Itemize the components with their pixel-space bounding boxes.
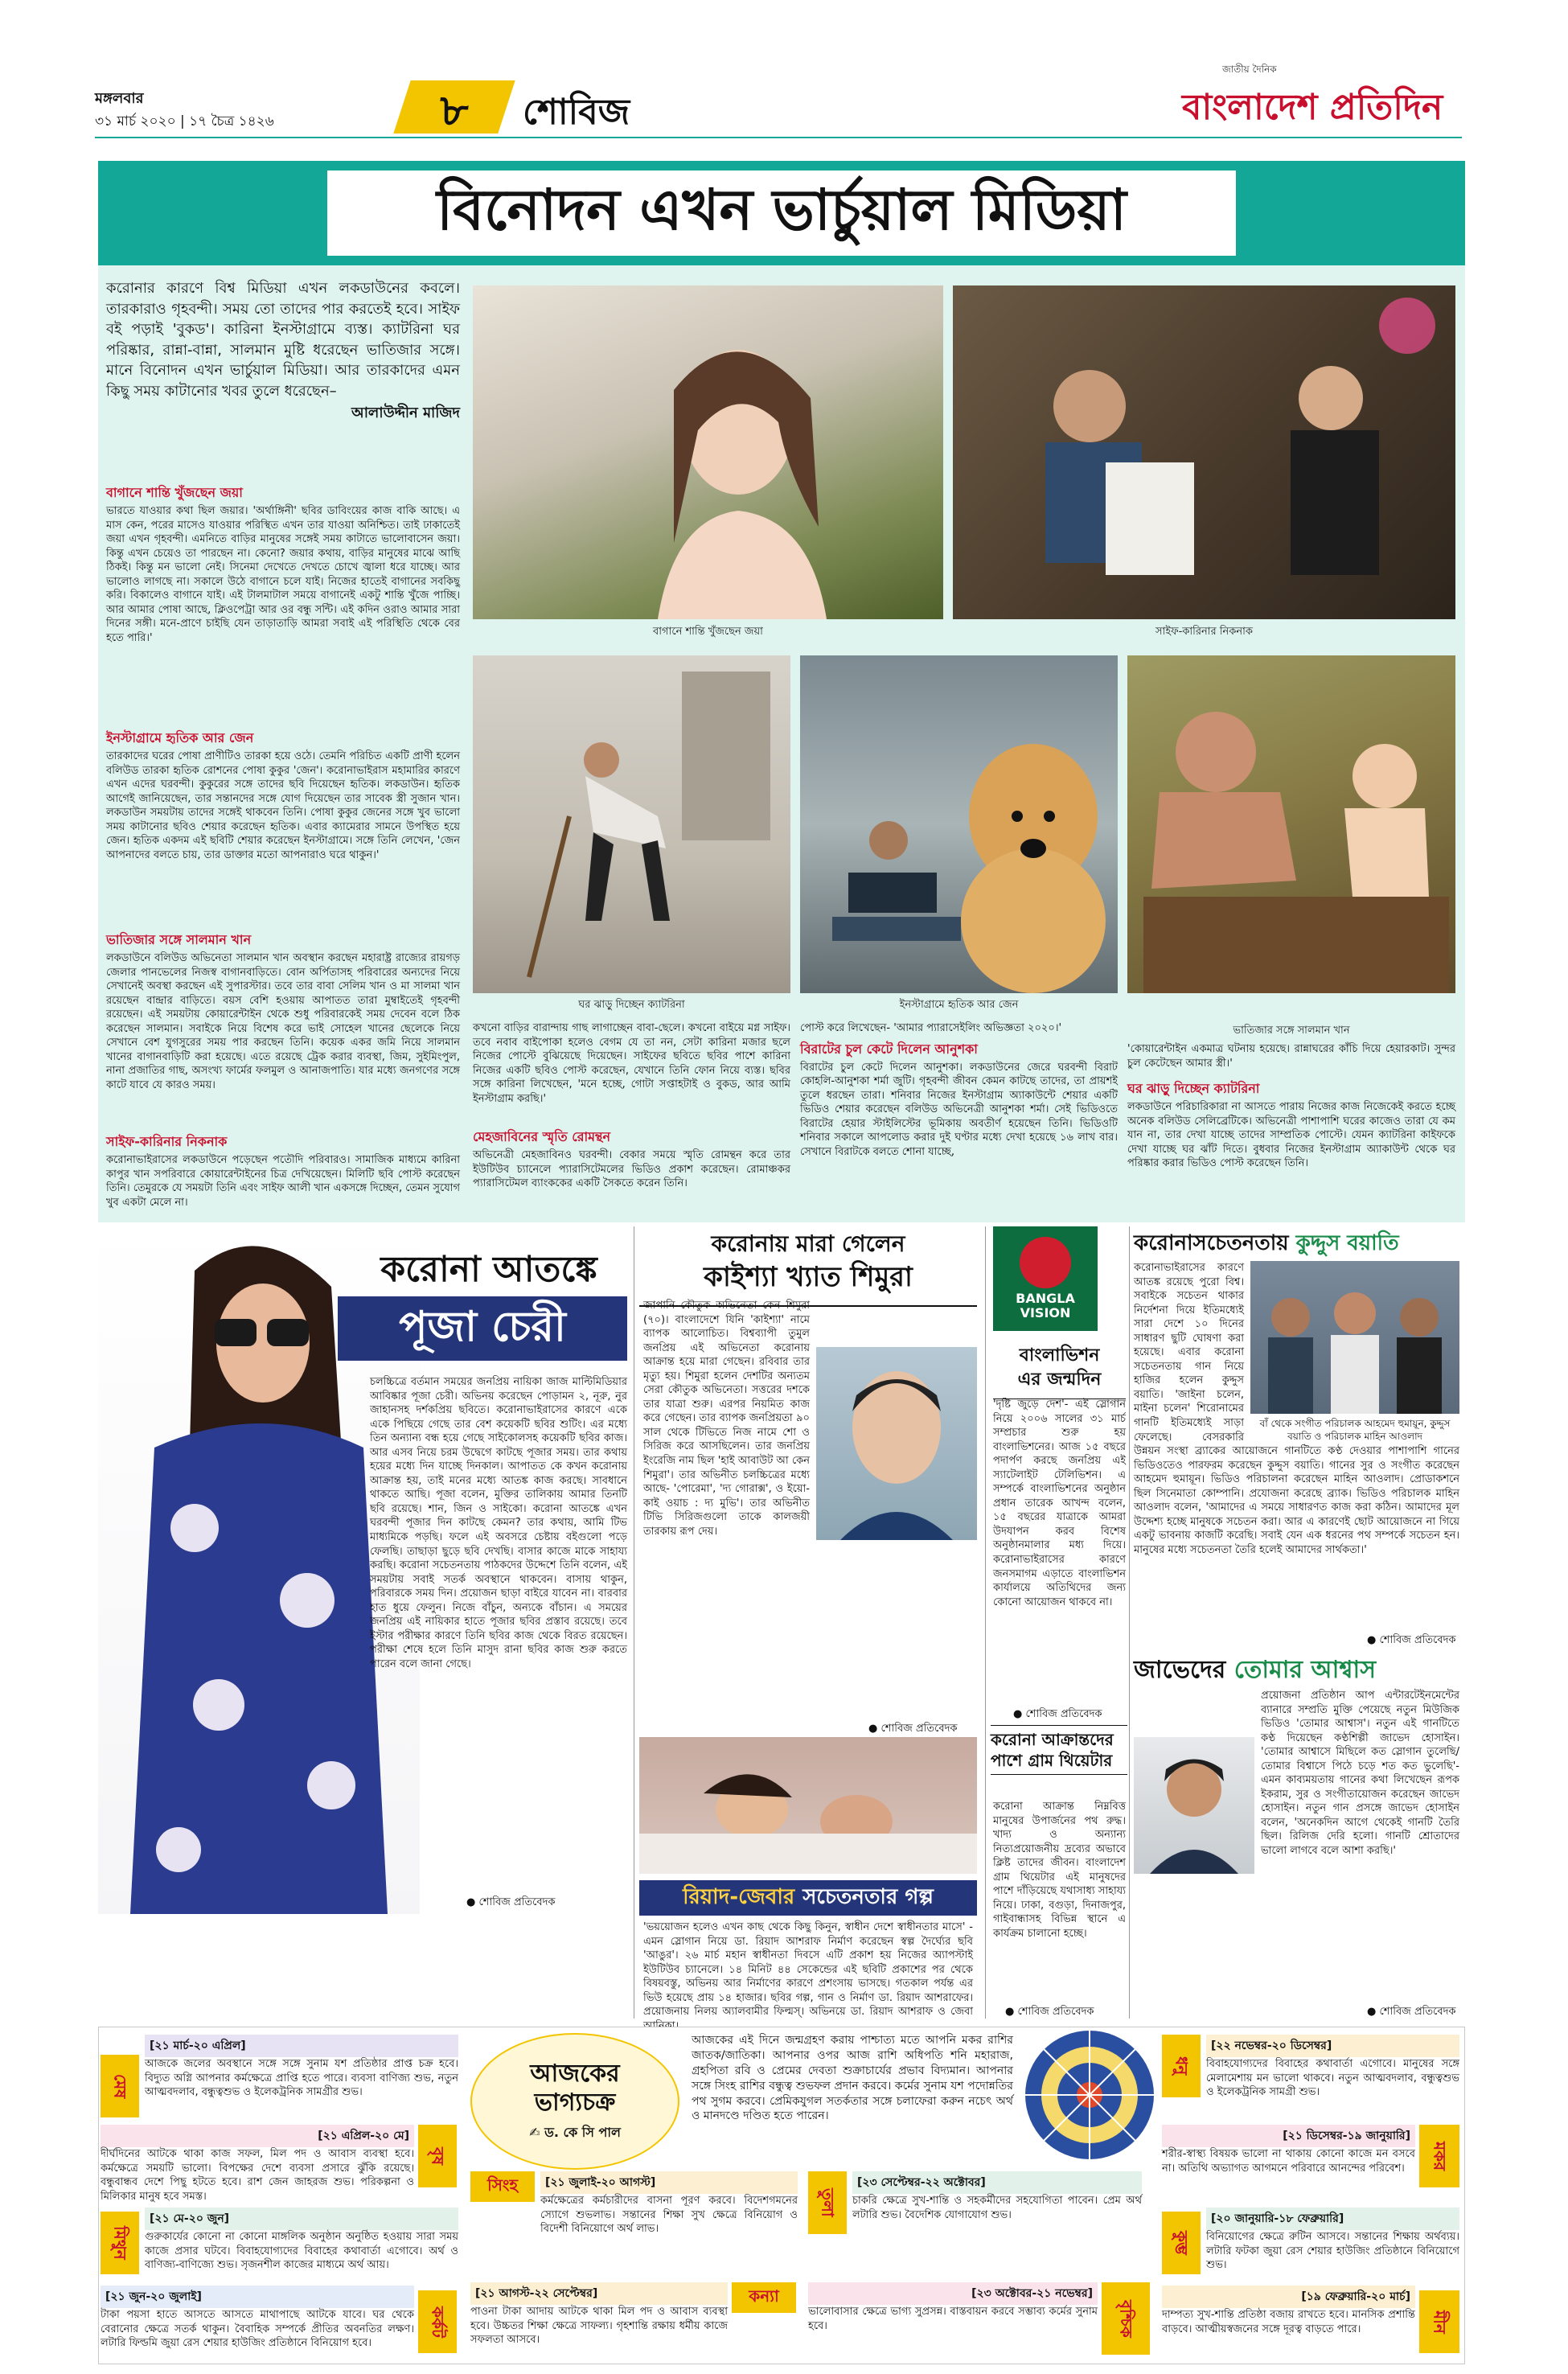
- javed-title-row: [1134, 1650, 1463, 1691]
- sign-label-tula: [808, 2171, 847, 2234]
- riyad-title-1: রিয়াদ-জেবার: [683, 1885, 795, 1909]
- sign-name: মীন: [1430, 2310, 1450, 2334]
- story-column-4: [1127, 1042, 1455, 1219]
- story-text: কখনো বাড়ির বারান্দায় গাছ লাগাচ্ছেন বাবা-ছেলে। কখনো বাইয়ে মগ্ন সাইফ। তবে নবাব বাইপোকা হলেও বেগম যে তা নন, সেটা কারিনা মজার ছলে নিজের পোস্টে বুঝিয়েছে দিয়েছেন। সাইফের ছবিতে ছবির পাশে কারিনা নিজের একটি ছবিও পোস্ট করেছেন, যেখানে তিনি ফোন নিয়ে ব্যস্ত। ছবির সঙ্গে কারিনা লিখেছেন, 'মনে হচ্ছে, গোটা সপ্তাহটাই ও বুকড, আর আমি ইনস্টাগ্রাম করছি।': [473, 1022, 790, 1105]
- sign-name: মকর: [1430, 2141, 1450, 2171]
- shimura-portrait-icon: [816, 1347, 977, 1540]
- puja-credit: ● শোবিজ প্রতিবেদক: [466, 1896, 556, 1908]
- theatre-text: করোনা আক্রান্ত নিম্নবিত্ত মানুষের উপার্জনের পথ রুদ্ধ। খাদ্য ও অন্যান্য নিত্যপ্রয়োজনীয় দ্রব্যের অভাবে ক্লিষ্ট তাদের জীবন। বাংলাদেশ গ্রাম থিয়েটার এই মানুষদের পাশে দাঁড়িয়েছে যথাসাধ্য সাহায্য নিয়ে। ঢাকা, বগুড়া, দিনাজপুর, গাইবান্ধাসহ বিভিন্ন স্থানে এ কার্যক্রম চালানো হচ্ছে।: [993, 1801, 1126, 1940]
- sign-block-kumbha: [1206, 2208, 1459, 2280]
- shimura-text: জাপানি কৌতুক অভিনেতা কেন শিমুরা (৭০)। বাংলাদেশে যিনি 'কাইশ্যা' নামে ব্যাপক আলোচিত। বিশ্বব্যাপী তুমুল জনপ্রিয় এই অভিনেতা করোনায় আক্রান্ত হয়ে মারা গেছেন। রবিবার তার মৃত্যু হয়। শিমুরা হলেন দেশটির অন্যতম সেরা কৌতুক অভিনেতা। সত্তরের দশকে তার যাত্রা শুরু। এরপর নিয়মিত কাজ করে গেছেন। তার ব্যাপক জনপ্রিয়তা ৯০ সাল থেকে টিভিতে নিজ নামে শো ও সিরিজ করে আসছিলেন। তার জনপ্রিয় ইংরেজি নাম ছিল 'হাই আবাউট আ কেন শিমুরা'। তার অভিনীত চলচ্চিত্রের মধ্যে আছে- 'পোরেমা', 'দ্য গোরাক্স', ও ইয়ো-কাই ওয়াচ : দ্য মুভি'। তার অভিনীত টিভি সিরিজগুলো তাকে কালজয়ী তারকায় রূপ দেয়।: [643, 1300, 810, 1538]
- sign-label-makar: [1419, 2125, 1459, 2187]
- javed-text-body: প্রয়োজনা প্রতিষ্ঠান আপ এন্টারটেইনমেন্টের ব্যানারে সম্প্রতি মুক্তি পেয়েছে নতুন মিউজিক ভিডিও 'তোমার আশ্বাস'। নতুন এই গানটিতে কণ্ঠ দিয়েছেন কণ্ঠশিল্পী জাভেদ হোসাইন। 'তোমার আশ্বাসে মিছিলে কত স্লোগান তুলেছি/তোমার বিশ্বাসে পিঠে চড়ে শত কত ভুলেছি'- এমন কাব্যময়তায় গানের কথা লিখেছেন রূপক ইকরাম, সুর ও সংগীতায়োজন করেছেন জাভেদ হোসাইন। নতুন গান প্রসঙ্গে জাভেদ হোসাইন বলেন, 'অনেকদিন আগে থেকেই গানটি তৈরি ছিল। রিলিজ দেরি হলো। গানটি শ্রোতাদের ভালো লাগবে বলে আশা করছি।': [1261, 1690, 1459, 1858]
- sign-text: ভালোবাসার ক্ষেত্রে ভাগ্য সুপ্রসন্ন। বাস্তবায়ন করবে সম্ভাব্য কর্মের সুনাম হবে।: [808, 2306, 1098, 2332]
- banglavision-title-1: বাংলাভিশন: [1019, 1345, 1100, 1366]
- photo-salman: [1127, 655, 1455, 993]
- kuddus-caption: বাঁ থেকে সংগীত পরিচালক আহমেদ হুমায়ূন, কুদ্দুস বয়াতি ও পরিচালক মাহিন আওলাদ: [1259, 1418, 1451, 1443]
- sign-text: টাকা পয়সা হাতে আসতে আসতে মাথাপাছে আটকে যাবে। ঘর থেকে বেরানোর ক্ষেত্রে সতর্ক থাকুন। বৈবাহিক সম্পর্কে প্রীতির অবনতির লক্ষণ। লটারি ফিল্ডমি জুয়া রেস শেয়ার হাউজিং প্রতিষ্ঠানে বিনিয়োগ হবে।: [101, 2309, 414, 2350]
- kuddus-text: [1134, 1261, 1459, 1631]
- theatre-credit: ● শোবিজ প্রতিবেদক: [1005, 2006, 1094, 2018]
- javed-text: [1134, 1689, 1459, 2002]
- horoscope-title-badge: [470, 2033, 679, 2170]
- sign-date: [২১ এপ্রিল-২০ মে]: [101, 2125, 414, 2147]
- sign-block-meen: [1162, 2286, 1415, 2362]
- kuddus-title-2: কুদ্দুস বয়াতি: [1295, 1231, 1399, 1255]
- sign-text: দাম্পত্য সুখ-শান্তি প্রতিষ্ঠা বজায় রাখতে হবে। মানসিক প্রশান্তি বাড়বে। আত্মীয়স্বজনের সঙ্গে দূরত্ব বাড়তে পারে।: [1162, 2309, 1415, 2335]
- story-heading: বাগানে শান্তি খুঁজছেন জয়া: [106, 485, 243, 500]
- story-heading: ইনস্টাগ্রামে হৃতিক আর জেন: [106, 730, 254, 745]
- javed-credit: ● শোবিজ প্রতিবেদক: [1367, 2006, 1456, 2018]
- sign-name: কর্কট: [428, 2306, 448, 2338]
- banglavision-emblem-icon: [1020, 1237, 1071, 1288]
- sign-date: [২৩ অক্টোবর-২১ নভেম্বর]: [808, 2282, 1098, 2305]
- sign-date: [২১ ডিসেম্বর-১৯ জানুয়ারি]: [1162, 2125, 1415, 2147]
- shimura-credit-text: শোবিজ প্রতিবেদক: [880, 1723, 958, 1735]
- story-heading: মেহজাবিনের স্মৃতি রোমন্থন: [473, 1129, 611, 1144]
- banner-title: বিনোদন এখন ভার্চুয়াল মিডিয়া: [437, 176, 1127, 243]
- sign-label-brish: [418, 2125, 457, 2187]
- sign-date: [২১ জুলাই-২০ আগস্ট]: [540, 2171, 798, 2194]
- story-text: পোস্ট করে লিখেছেন- 'আমার প্যারাসেইলিং অভিজ্ঞতা ২০২০।': [800, 1022, 1062, 1034]
- photo-jaya: [473, 285, 943, 619]
- zodiac-wheel-icon: [1021, 2027, 1158, 2163]
- sign-date: [২১ মে-২০ জুন]: [145, 2208, 458, 2230]
- kuddus-credit-text: শোবিজ প্রতিবেদক: [1379, 1634, 1456, 1646]
- banglavision-logo-text: BANGLA VISION: [1016, 1291, 1075, 1320]
- sign-label-kanya: [732, 2282, 796, 2313]
- sign-name: মেষ: [110, 2073, 130, 2099]
- horoscope-title: আজকের ভাগ্যচক্র: [530, 2059, 620, 2117]
- sign-text: কর্মক্ষেত্রের কর্মচারীদের বাসনা পূরণ করবে। বিদেশগমনের স্যোগে শুভলাভ। সন্তানের শিক্ষা সুখ ক্ষেত্রে বিনিয়োগ ও বিদেশী বিনিয়োগে অর্থ লাভ।: [540, 2195, 798, 2236]
- story-text: 'কোয়ারেন্টাইন একমাত্র ঘটনায় হয়েছে। রান্নাঘরের কাঁচি দিয়ে হেয়ারকাট। সুন্দর চুল কেটেছেন আমার স্ত্রী।': [1127, 1043, 1455, 1070]
- salman-armwrestle-icon: [1127, 655, 1455, 993]
- story-text: বিরাটের চুল কেটে দিলেন আনুশকা। লকডাউনের জেরে ঘরবন্দী বিরাট কোহলি-আনুশকা শর্মা জুটি। গৃহবন্দী জীবন কেমন কাটছে তাদের, তা প্রায়শই তুলে ধরছেন তারা। শনিবার নিজের ইনস্টাগ্রাম অ্যাকাউন্টে শেয়ার একটি ভিডিও শেয়ার করেছেন বলিউড অভিনেত্রী আনুশকা শর্মা। সেই ভিডিওতে বিরাটের হেয়ার স্টাইলিস্টের ভূমিকায় অবতীর্ণ হয়েছেন তিনি। ভিডিওটি শনিবার সকালে আপলোড করার দুই ঘণ্টার মধ্যে দেখা হয়েছে ১৬ লাখ বার। সেখানে বিরাটকে বলতে শোনা যাচ্ছে,: [800, 1061, 1118, 1158]
- caption-saif-karina: সাইফ-কারিনার নিকনাক: [1155, 626, 1254, 638]
- story-heading: ভাতিজার সঙ্গে সালমান খান: [106, 932, 252, 947]
- sign-block-dhanu: [1206, 2035, 1459, 2123]
- shimura-title-1: করোনায় মারা গেলেন: [711, 1230, 905, 1257]
- sign-block-makar: [1162, 2125, 1415, 2201]
- horoscope-author: ✍ ড. কে সি পাল: [529, 2124, 621, 2140]
- sign-text: আজকে জলের অবস্থানে সঙ্গে সঙ্গে সুনাম যশ প্রতিষ্ঠার প্রাপ্ত চক্র হবে। বিদ্যুত অগ্নি আপনার কর্মক্ষেত্রে প্রাপ্তি হতে পারে। ব্যবসা বাণিজ্য শুভ, নতুন আত্মবদলাব, বন্ধুত্বশুভ ও ইলেকট্রনিক সামগ্রীর শুভ।: [145, 2058, 458, 2099]
- story-text: ভারতে যাওয়ার কথা ছিল জয়ার। 'অর্থাঙ্গিনী' ছবির ডাবিংয়ের কাজ বাকি আছে। এ মাস কেন, পরের মাসেও যাওয়ার পরিস্থিত এখন তার যাওয়া অনিশ্চিত। তাই ঢাকাতেই জয়া এখন গৃহবন্দী। এমনিতে বাড়ির মানুষের সঙ্গেই সময় কাটাতে ভালোবাসেন জয়া। কিন্তু এখন চেয়েও তা পারছেন না। কেনো? জয়ার কথায়, বাড়ির মানুষের মাঝে আছি ঠিকই। কিন্তু মন ভালো নেই। সিনেমা দেখেতে দেখতে চোখে জ্বালা ধরে যাচ্ছে। আর ভালোও লাগছে না। সকালে উঠে বাগানে চলে যাই। নিজের হাতেই বাগানের সবকিছু করি। বিকালেও বাগানে যাই। এই টালমাটাল সময়ে বাগানেই একটু শান্তি খুঁজে পাচ্ছি। আর আমার পোষা আছে, ক্লিওপেট্রা আর ওর বন্ধু সন্টি। এই কদিন ওরাও আমার সারা দিনের সঙ্গী। মনে-প্রাণে চাইছি যেন তাড়াতাড়ি আমরা সবাই এই পরিস্থিতি থেকে বের হতে পারি।': [106, 505, 460, 644]
- page-header: [0, 0, 1568, 153]
- sign-name: তুলা: [818, 2188, 838, 2217]
- sign-text: চাকরি ক্ষেত্রে সুখ-শান্তি ও সহকর্মীদের সহযোগিতা পাবেন। প্রেম অর্থ লটারি শুভ। বৈদেশিক যোগাযোগ শুভ।: [852, 2195, 1142, 2221]
- sign-text: দীর্ঘদিনের আটকে থাকা কাজ সফল, মিল পদ ও আবাস ব্যবস্থা হবে। কর্মক্ষেত্রে সময়টি ভালো। বিপক্ষের দেশে ব্যবসা প্রসারে ঝুঁকি রয়েছে। বন্ধুবান্ধব দেশে পিছু হটতে হবে। রাশ জেন জাহরজ শুভ। পরিকল্পনা ও মিলিকার মানুষ হবে সমস্ত।: [101, 2148, 414, 2203]
- sign-block-brishchik: [808, 2282, 1098, 2363]
- story-column-3: [800, 1021, 1118, 1218]
- caption-salman: ভাতিজার সঙ্গে সালমান খান: [1233, 1025, 1350, 1037]
- section-title: শোবিজ: [523, 92, 630, 133]
- story-column-2: [473, 1021, 790, 1218]
- sign-block-brish: [101, 2125, 414, 2201]
- story-heading: সাইফ-কারিনার নিকনাক: [106, 1134, 228, 1149]
- kuddus-title-1: করোনাসচেতনতায়: [1134, 1231, 1289, 1255]
- sign-date: [২২ নভেম্বর-২০ ডিসেম্বর]: [1206, 2035, 1459, 2057]
- horoscope-center-text: আজকের এই দিনে জন্মগ্রহণ করায় পাশ্চাত্য মতে আপনি মকর রাশির জাতক/জাতিকা। আপনার ওপর আজ রাশি অধিপতি শনি মহারাজ, গ্রহপিতা রবি ও প্রেমের দেবতা শুক্রাচার্যের প্রভাব বিদ্যমান। আপনার সঙ্গে সিংহ রাশির বন্ধুত্ব শুভফল প্রদান করবে। কর্মের সুনাম যশ পদোন্নতির পথ সুগম করবে। প্রেমিকযুগল সতর্কতার সঙ্গে চলাফেরা করুন নচেৎ অর্থ ও মানদণ্ডে দণ্ডিত হতে পারেন।: [692, 2034, 1013, 2123]
- sign-block-mesh: [145, 2035, 458, 2123]
- shimura-credit: ● শোবিজ প্রতিবেদক: [868, 1723, 958, 1735]
- puja-text: চলচ্চিত্রে বর্তমান সময়ের জনপ্রিয় নায়িকা জাজ মাল্টিমিডিয়ার আবিষ্কার পূজা চেরী। অভিনয় করেছেন পোড়ামন ২, নূরু, নুর জাহানসহ দর্শকপ্রিয় ছবিতে। করোনাভাইরাসের কারণে একে একে পিছিয়ে গেছে তার বেশ কয়েকটি ছবির শুটিং। এর মধ্যে তিন অন্যান্য বন্ধ হয়ে গেছে সাইকোলসহ কয়েকটি ছবির কাজ। আর এসব নিয়ে চরম উদ্বেগে কাটছে পূজার সময়। তার কথায় হয়ের মধ্যে দিন যাচ্ছে দিনকাল। আপাতত কে কখন করোনায় আক্রান্ত হয়, তাই মনের মধ্যে আতঙ্ক কাজ করছে। সাবধানে থাকতে আছি। পূজা বলেন, মুক্তির তালিকায় আমার তিনটি ছবি রয়েছে। শান, জিন ও সাইকো। করোনা আতঙ্কে এখন ঘরবন্দী পূজার দিন কাটছে কেমন? তার কথায়, আমি টিভ মাধ্যমিকে পড়ছি। ফলে এই অবসরে চেষ্টায় বইগুলো পড়ে ফেলছি। তাছাড়া ছুড়ে ছবি দেখছি। বাসার কাজে মাকে সাহায্য করছি। করোনা সচেতনতায় পাঠকদের উদ্দেশে তিনি বলেন, এই সময়টায় সবাই সতর্ক অবস্থানে থাকবেন। বাসায় থাকুন, পরিবারকে সময় দিন। প্রয়োজন ছাড়া বাইরে যাবেন না। বারবার হাত ধুয়ে ফেলুন। নিজে বাঁচুন, অন্যকে বাঁচান। এ সময়ের জনপ্রিয় এই নায়িকার হাতে পূজার ছবির প্রস্তাব রয়েছে। তবে ইস্টার পরীক্ষার কারণে তিনি ছবির কাজ থেকে বিরত রয়েছেন। পরীক্ষা শেষে হলে তিনি মাসুদ রানা ছবির কাজ শুরু করতে পারেন বলে জানা গেছে।: [370, 1376, 627, 1670]
- kuddus-credit: ● শোবিজ প্রতিবেদক: [1367, 1634, 1456, 1646]
- newspaper-logo: বাংলাদেশ প্রতিদিন: [1182, 87, 1443, 128]
- riyad-text: 'ভয়য়োজন হলেও এখন কাছ থেকে কিছু কিনুন, স্বাধীন দেশে স্বাধীনতার মাসে' - এমন স্লোগান নিয়ে ডা. রিয়াদ আশরাফ নির্মাণ করেছেন স্বল্প দৈর্ঘ্যের ছবি 'আঙুর'। ২৬ মার্চ মহান স্বাধীনতা দিবসে এটি প্রকাশ হয় নিজের অ্যাপস্টাই ইউটিউব চ্যানেলে। ১৪ মিনিট ৪৪ সেকেন্ডের এই ছবিটি প্রকাশের পর থেকে বিষয়বস্তু, অভিনয় আর নির্মাণের কারণে প্রশংসায় ভাসছে। গতকাল পর্যন্ত এর ভিউ হয়েছে প্রায় ১৪ হাজার। ছবির গল্প, গান ও নির্মাণ ডা. রিয়াদ আশরাফের। প্রয়োজনায় নিলয় অ্যালবামীর ফিল্মস্। অভিনয়ে ডা. রিয়াদ আশরাফ ও জেবা: [643, 1921, 973, 2019]
- banglavision-credit: ● শোবিজ প্রতিবেদক: [1013, 1708, 1102, 1720]
- sign-date: [২৩ সেপ্টেম্বর-২২ অক্টোবর]: [852, 2171, 1142, 2194]
- horoscope-author-text: ড. কে সি পাল: [544, 2124, 621, 2140]
- riyad-title-2: সচেতনতার গল্প: [802, 1885, 934, 1909]
- story-text: করোনাভাইরাসের লকডাউনে পড়েছেন পতৌদি পরিবারও। সামাজিক মাধ্যমে কারিনা কাপুর খান সপরিবারে কোয়ারেন্টাইনের চিত্র দেখিয়েছেন। মিলিটি ছবি পোস্ট করেছেন তিনি। তেমুরকে যে সময়টা তিনি এবং সাইফ আলী খান একসঙ্গে দিচ্ছেন, তেমন সুযোগ খুব একটা মেলে না।: [106, 1154, 460, 1209]
- photo-kuddus-group: [1250, 1261, 1459, 1414]
- sign-date: [২১ মার্চ-২০ এপ্রিল]: [145, 2035, 458, 2057]
- header-date: ৩১ মার্চ ২০২০ | ১৭ চৈত্র ১৪২৬: [95, 113, 274, 129]
- page-number: ৮: [440, 85, 469, 136]
- sign-text: বিবাহযোগ্যদের বিবাহের কথাবার্তা এগোবে। মানুষের সঙ্গে মেলামেশায় মন ভালো থাকবে। নতুন আত্মবদলাব, বন্ধুত্বশুভ ও ইলেকট্রনিক সামগ্রী শুভ।: [1206, 2058, 1459, 2099]
- sign-date: [১৯ ফেব্রুয়ারি-২০ মার্চ]: [1162, 2286, 1415, 2308]
- kuddus-title-row: [1134, 1226, 1463, 1262]
- riyad-jeba-sleeping-icon: [639, 1737, 977, 1874]
- sign-name: ধনু: [1172, 2056, 1192, 2076]
- sign-label-mithun: [101, 2212, 139, 2274]
- banner-title-box: [327, 170, 1236, 256]
- photo-hrithik: [800, 655, 1118, 993]
- sign-label-kumbha: [1162, 2212, 1201, 2274]
- banglavision-credit-text: শোবিজ প্রতিবেদক: [1025, 1708, 1102, 1720]
- sign-date: [২০ জানুয়ারি-১৮ ফেব্রুয়ারি]: [1206, 2208, 1459, 2230]
- sign-text: পাওনা টাকা আদায় আটকে থাকা মিল পদ ও আবাস ব্যবস্থা হবে। উচ্চতর শিক্ষা ক্ষেত্রে সাফল্য। গৃহশান্তি রক্ষায় ধর্মীয় কাজে সফলতা আসবে।: [470, 2306, 728, 2347]
- sign-label-mesh: [101, 2055, 139, 2117]
- photo-katrina: [473, 655, 790, 993]
- caption-hrithik: ইনস্টাগ্রামে হৃতিক আর জেন: [899, 999, 1019, 1011]
- story-heading: বিরাটের চুল কেটে দিলেন আনুশকা: [800, 1041, 978, 1057]
- sign-text: গুরুকার্যের কোনো না কোনো মাঙ্গলিক অনুষ্ঠান অনুষ্ঠিত হওয়ায় সারা সময় কাজে প্রসার ঘটবে। বিবাহযোগ্যদের বিবাহের কথাবার্তা এগোবে। অর্থ ও বাণিজ্য-বাণিজ্যে শুভ। সৃজনশীল কাজের মাধ্যমে অর্থ আয়।: [145, 2231, 458, 2272]
- sign-block-tula: [852, 2171, 1142, 2276]
- photo-riyad-jeba: [639, 1737, 977, 1874]
- sign-label-meen: [1419, 2290, 1459, 2353]
- story-text: লকডাউনে বলিউড অভিনেতা সালমান খান অবস্থান করছেন মহারাষ্ট্র রাজ্যের রায়গড় জেলার পানভেলের নিজস্ব বাগানবাড়িতে। বোন অর্পিতাসহ পরিবারের অন্যদের নিয়ে সেখানেই অবস্থা করছেন এই সুপারস্টার। তবে তার বাবা সেলিম খান ও মা সালমা খান রয়েছেন বান্দ্রার বাড়িতে। বয়স বেশি হওয়ায় আপাতত তারা মুম্বাইতেই গৃহবন্দী রয়েছেন। এই সময়টায় কোয়ারেন্টাইন থেকে শুধু পরিবারকেই সময় দেবেন বলে ঠিক করেছেন সালমান। সবাইকে নিয়ে বিশেষ করে ভাই সোহেল খানের ছেলেকে নিয়ে সেখানে বেশ যুগসুরের সময় পার করছেন তিনি। কয়েক একর জমি নিয়ে সালমান খানের বাগানবাড়িটি করা হয়েছে। এতে রয়েছে ট্রেক করার ব্যবস্থা, জিম, সুইমিংপুল, নানা প্রজাতির গাছ, অসংখ্য ফার্মের ফলমুল ও আনাজপাতি। যার মধ্যে জনগণের সঙ্গে কাটে যাবে যে কারও সময়।: [106, 952, 460, 1091]
- divider: [1129, 1226, 1130, 2019]
- sign-block-kanya: [470, 2282, 728, 2363]
- caption-jaya: বাগানে শান্তি খুঁজছেন জয়া: [653, 626, 763, 638]
- shimura-title-2: কাইশ্যা খ্যাত শিমুরা: [639, 1256, 977, 1307]
- shimura-text-top: [643, 1299, 977, 1717]
- caption-katrina: ঘর ঝাড়ু দিচ্ছেন ক্যাটরিনা: [578, 999, 685, 1011]
- sign-name: মিথুন: [110, 2226, 130, 2260]
- theatre-credit-text: শোবিজ প্রতিবেদক: [1017, 2006, 1094, 2018]
- sign-name: বৃশ্চিক: [1116, 2299, 1136, 2338]
- javed-portrait-icon: [1134, 1737, 1254, 1874]
- saif-karina-figures-icon: [953, 285, 1455, 619]
- sign-label-dhanu: [1162, 2035, 1201, 2097]
- banglavision-text: 'দৃষ্টি জুড়ে দেশ'- এই স্লোগান নিয়ে ২০০৬ সালের ৩১ মার্চ সম্প্রচার শুরু হয় বাংলাভিশনের। আজ ১৫ বছরে পদার্পণ করছে জনপ্রিয় এই স্যাটেলাইট টেলিভিশন। এ সম্পর্কে বাংলাভিশনের অনুষ্ঠান প্রধান তারেক আখন্দ বলেন, ১৫ বছরের যাত্রাকে আমরা উদযাপন করব বিশেষ অনুষ্ঠানমালার মধ্য দিয়ে। করোনাভাইরাসের কারণে জনসমাগম এড়াতে বাংলাভিশন কার্যালয়ে অতিথিদের জন্য কোনো আয়োজন থাকবে না।: [993, 1399, 1126, 1608]
- sign-label-karkat: [418, 2290, 457, 2353]
- hrithik-dog-icon: [800, 655, 1118, 993]
- riyad-title-box: [639, 1880, 977, 1916]
- javed-credit-text: শোবিজ প্রতিবেদক: [1379, 2006, 1456, 2018]
- sign-date: [২১ জুন-২০ জুলাই]: [101, 2286, 414, 2308]
- sign-block-mithun: [145, 2208, 458, 2280]
- intro-block: [106, 278, 460, 471]
- banglavision-title-2: এর জন্মদিন: [993, 1366, 1126, 1399]
- sign-block-singha: [540, 2171, 798, 2276]
- header-day: মঙ্গলবার: [95, 90, 144, 107]
- intro-byline: আলাউদ্দীন মাজিদ: [351, 405, 460, 422]
- sign-name: সিংহ: [486, 2175, 519, 2195]
- kuddus-text-body: করোনাভাইরাসের কারণে আতঙ্ক রয়েছে পুরো বিশ্ব। সবাইকে সচেতন থাকার নির্দেশনা দিয়ে ইতিমধ্যেই সারা দেশে ১০ দিনের সাধারণ ছুটি ঘোষণা করা হয়েছে। এবার করোনা সচেতনতায় গান নিয়ে হাজির হলেন কুদ্দুস বয়াতি। 'জাইনা চলেন, মাইনা চলেন' শিরোনামের গানটি ইতিমধ্যেই সাড়া ফেলেছে। বেসরকারি উন্নয়ন সংস্থা ব্র্যাকের আয়োজনে গানটিতে কণ্ঠ দেওয়ার পাশাপাশি গানের ভিডিওতেও পারফরম করেছেন কুদ্দুস বয়াতি। গানের সুর ও সংগীত করেছেন আহমেদ হুমায়ূন। ভিডিও পরিচালনা করেছেন মাহিন আওলাদ। প্রোডাকশনে ছিল সিনেমাতা কোম্পানি। প্রযোজনা করেছে ব্র্যাক। ভিডিও পরিচালক মাহিন আওলাদ বলেন, 'আমাদের এ সময়ে সাধারণত কাজ করা কঠিন। আমাদের মূল উদ্দেশ্য হচ্ছে মানুষকে সচেতন করা। আর এ কারণেই ছোট আয়োজনে না গিয়ে একটু ভাবনায় কাজটি করেছি। সবাই যেন এক ধরনের পথ সম্পর্কে সচেতন হন। মানুষের মধ্যে সচেতনতা তৈরি হলেই আমাদের সার্থকতা।': [1134, 1262, 1459, 1556]
- kuddus-group-icon: [1250, 1261, 1459, 1414]
- jaya-figure-icon: [473, 285, 943, 619]
- katrina-sweeping-icon: [473, 655, 790, 993]
- zodiac-wheel: [1021, 2027, 1158, 2163]
- story-text: লকডাউনে পরিচারিকারা না আসতে পারায় নিজের কাজ নিজেকেই করতে হচ্ছে অনেক বলিউড সেলিব্রেটিকে। অভিনেত্রী পাশাপাশি ঘরের কাজেও তারা যে কম যান না, তার দেখা যাচ্ছে তাদের সাম্প্রতিক পোস্টে। যেমন ক্যাটরিনা কাইফকে দেখা যাচ্ছে ঘর ঝাঁট দিতে। বুধবার নিজের ইনস্টাগ্রাম অ্যাকাউন্ট থেকে ঘর পরিষ্কার করার ভিডিও পোস্ট করেছেন তিনি।: [1127, 1101, 1455, 1170]
- theatre-title: করোনা আক্রান্তদের পাশে গ্রাম থিয়েটার: [991, 1725, 1127, 1775]
- story-heading: ঘর ঝাড়ু দিচ্ছেন ক্যাটরিনা: [1127, 1081, 1260, 1097]
- photo-saif-karina: [953, 285, 1455, 619]
- banglavision-logo: [993, 1226, 1098, 1331]
- sign-label-singha: [470, 2171, 535, 2202]
- intro-text: করোনার কারণে বিশ্ব মিডিয়া এখন লকডাউনের কবলে। তারকারাও গৃহবন্দী। সময় তো তাদের পার করতেই হবে। সাইফ বই পড়াই 'বুকড'। কারিনা ইনস্টাগ্রামে ব্যস্ত। ক্যাটরিনা ঘর পরিষ্কার, রান্না-বান্না, সালমান মুষ্টি ধরেছেন ভাতিজার সঙ্গে। মানে বিনোদন এখন ভার্চুয়াল মিডিয়া। আর তারকাদের এমন কিছু সময় কাটানোর খবর তুলে ধরেছেন–: [106, 280, 460, 400]
- sign-text: বিনিয়োগের ক্ষেত্রে রুটিন আসবে। সন্তানের শিক্ষায় অর্থব্যয়। লটারি ফটকা জুয়া রেস শেয়ার হাউজিং প্রতিষ্ঠানে বিনিয়োগে শুভ।: [1206, 2231, 1459, 2272]
- story-text: অভিনেত্রী মেহজাবিনও ঘরবন্দী। বেকার সময়ে স্মৃতি রোমন্থন করে তার ইউটিউব চ্যানেলে প্যারাসিটেমলের ভিডিও প্রকাশ করেছেন। রোমাঞ্চকর প্যারাসিটেমল ব্যাংককের একটি সৈকতে করেন তিনি।: [473, 1149, 790, 1190]
- sign-block-karkat: [101, 2286, 414, 2362]
- sign-label-brishchik: [1102, 2282, 1150, 2355]
- sign-name: কন্যা: [749, 2286, 779, 2306]
- sign-text: শরীর-স্বাস্থ্য বিষয়ক ভালো না থাকায় কোনো কাজে মন বসবে না। অতিথি অভ্যাগত আগমনে পরিবারে আনন্দের পরিবেশ।: [1162, 2148, 1415, 2175]
- sign-date: [২১ আগস্ট-২২ সেপ্টেম্বর]: [470, 2282, 728, 2305]
- divider: [985, 1226, 986, 2019]
- photo-shimura: [816, 1347, 977, 1540]
- puja-credit-text: শোবিজ প্রতিবেদক: [478, 1896, 556, 1908]
- javed-title-2: তোমার আশ্বাস: [1233, 1656, 1377, 1684]
- story-column-1: [106, 483, 460, 1218]
- story-text: তারকাদের ঘরের পোষা প্রাণীটিও তারকা হয়ে ওঠে। তেমনি পরিচিত একটি প্রাণী হলেন বলিউড তারকা হৃতিক রোশনের পোষা কুকুর 'জেন'। করোনাভাইরাস মহামারির কারণে এখন এদের ঘরবন্দী। কুকুরের সঙ্গে তাদের ছবি দিয়েছেন হৃতিক। লকডাউন। হৃতিক আগেই জানিয়েছেন, তার সন্তানদের সঙ্গে যোগ দিয়েছেন তার সাবেক স্ত্রী সুজান খান। লকডাউন সময়টায় তাদের সঙ্গেই থাকবেন তিনি। পোষা কুকুর জেনের সঙ্গে খুব ভালো সময় কাটানোর ছবিও শেয়ার করেছেন হৃতিক। এবার ক্যামেরার সামনে উপস্থিত হয়ে জেন। হৃতিক একদম এই ছবিটি শেয়ার করেছেন ইনস্টাগ্রামে। সঙ্গে তিনি লেখেন, 'জেন আপনাদের বলতে চায়, তার ডাক্তার মতো আপনারাও ঘরে থাকুন।': [106, 750, 460, 861]
- banner: [98, 161, 1465, 265]
- photo-javed: [1134, 1737, 1254, 1874]
- javed-title-1: জাভেদের: [1134, 1656, 1226, 1684]
- sign-name: বৃষ: [428, 2146, 448, 2166]
- puja-title-1: করোনা আতঙ্কে: [380, 1249, 597, 1290]
- sign-name: কুম্ভ: [1172, 2231, 1192, 2255]
- newspaper-tagline: জাতীয় দৈনিক: [1222, 64, 1277, 75]
- puja-title-2: পূজা চেরী: [338, 1296, 627, 1361]
